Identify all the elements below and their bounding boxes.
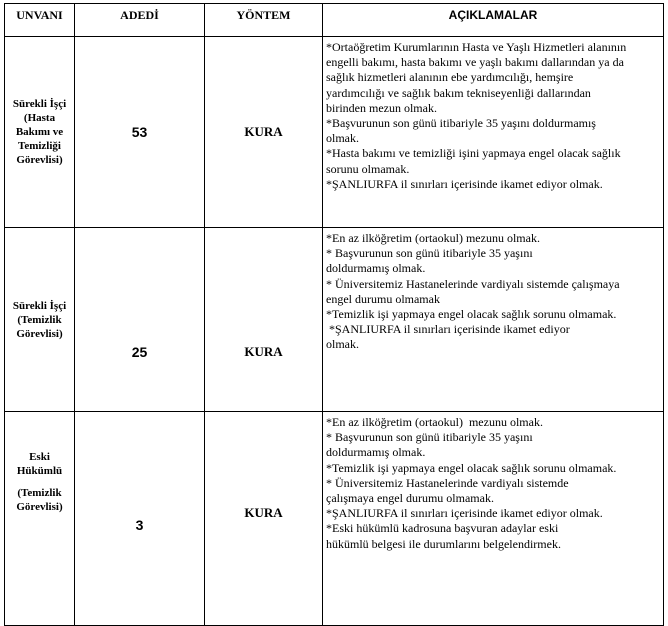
position-title-line: Görevlisi) <box>16 154 63 166</box>
position-count-value: 3 <box>135 516 144 533</box>
requirement-line: çalışmaya engel durumu olmamak. <box>326 491 494 506</box>
table-row <box>5 37 664 228</box>
position-count <box>75 228 205 412</box>
requirement-line: *Eski hükümlü kadrosuna başvuran adaylar eski <box>326 521 559 536</box>
header-count: ADEDİ <box>75 4 205 37</box>
requirement-line: *En az ilköğretim (ortaokul) mezunu olmak. <box>326 231 540 245</box>
position-title-line: Sürekli İşçi <box>12 299 67 312</box>
position-requirements <box>323 37 664 228</box>
requirement-line: * Üniversitemiz Hastanelerinde vardiyalı sistemde <box>326 475 569 490</box>
position-title-line: Görevlisi) <box>16 327 63 340</box>
requirement-line: olmak. <box>326 337 359 352</box>
requirement-line: sorunu olmamak. <box>326 161 410 176</box>
requirement-line: * Başvurunun son günü itibariyle 35 yaşını <box>326 246 533 261</box>
requirement-line: doldurmamış olmak. <box>326 445 426 460</box>
requirement-line: *Başvurunun son günü itibariyle 35 yaşını doldurmamış <box>326 116 596 131</box>
selection-method: KURA <box>205 37 323 228</box>
position-count: 53 <box>75 37 205 228</box>
requirement-line: olmak. <box>326 131 359 146</box>
position-title-line: Eski <box>29 451 50 463</box>
requirement-line: doldurmamış olmak. <box>326 261 426 276</box>
position-title-spacer <box>9 478 70 486</box>
requirement-line: *ŞANLIURFA il sınırları içerisinde ikamet ediyor olmak. <box>326 176 603 191</box>
position-count-value: 25 <box>131 343 148 360</box>
header-row <box>5 4 664 37</box>
position-title <box>5 228 75 412</box>
selection-method-value: KURA <box>244 343 283 359</box>
position-title-line: Hükümlü <box>16 465 63 477</box>
header-method: YÖNTEM <box>205 4 323 37</box>
requirement-line: *Hasta bakımı ve temizliği işini yapmaya engel olacak sağlık <box>326 146 621 161</box>
requirement-line: *Temizlik işi yapmaya engel olacak sağlık sorunu olmamak. <box>326 307 617 322</box>
recruitment-table <box>4 3 664 626</box>
header-notes: AÇIKLAMALAR <box>323 4 664 37</box>
position-title-line: Görevlisi) <box>16 501 63 513</box>
position-title-line: Sürekli İşçi <box>12 98 67 110</box>
selection-method-value: KURA <box>244 504 283 520</box>
position-title-line: (Temizlik <box>17 487 62 499</box>
requirement-line: hükümlü belgesi ile durumlarını belgelendirmek. <box>326 536 561 551</box>
requirement-line: * Başvurunun son günü itibariyle 35 yaşını <box>326 430 533 445</box>
position-title <box>5 37 75 228</box>
position-requirements <box>323 412 664 626</box>
requirement-line: engelli bakımı, hasta bakımı ve yaşlı bakımı dallarından ya da <box>326 55 624 70</box>
table-row <box>5 228 664 412</box>
position-title-line: (Hasta <box>23 112 56 124</box>
position-title-line: (Temizlik <box>17 313 62 326</box>
position-title-line: Temizliği <box>18 140 61 152</box>
requirement-line: birinden mezun olmak. <box>326 100 437 115</box>
requirement-line: *Temizlik işi yapmaya engel olacak sağlık sorunu olmamak. <box>326 460 617 475</box>
header-title: UNVANI <box>5 4 75 37</box>
requirement-line: *ŞANLIURFA il sınırları içerisinde ikamet ediyor <box>326 322 570 337</box>
selection-method <box>205 228 323 412</box>
position-title-line: Bakımı ve <box>15 126 64 138</box>
requirement-line: * Üniversitemiz Hastanelerinde vardiyalı sistemde çalışmaya <box>326 276 620 291</box>
selection-method <box>205 412 323 626</box>
requirement-line: engel durumu olmamak <box>326 291 440 306</box>
position-title <box>5 412 75 626</box>
position-requirements <box>323 228 664 412</box>
position-count <box>75 412 205 626</box>
requirement-line: *En az ilköğretim (ortaokul) mezunu olmak. <box>326 415 543 429</box>
requirement-line: yardımcılığı ve sağlık bakım tekniseyenliği dallarından <box>326 85 591 100</box>
table-row <box>5 412 664 626</box>
requirement-line: *ŞANLIURFA il sınırları içerisinde ikamet ediyor olmak. <box>326 506 603 521</box>
requirement-line: sağlık hizmetleri alanının ebe yardımcılığı, hemşire <box>326 70 574 85</box>
requirement-line: *Ortaöğretim Kurumlarının Hasta ve Yaşlı Hizmetleri alanının <box>326 40 627 54</box>
